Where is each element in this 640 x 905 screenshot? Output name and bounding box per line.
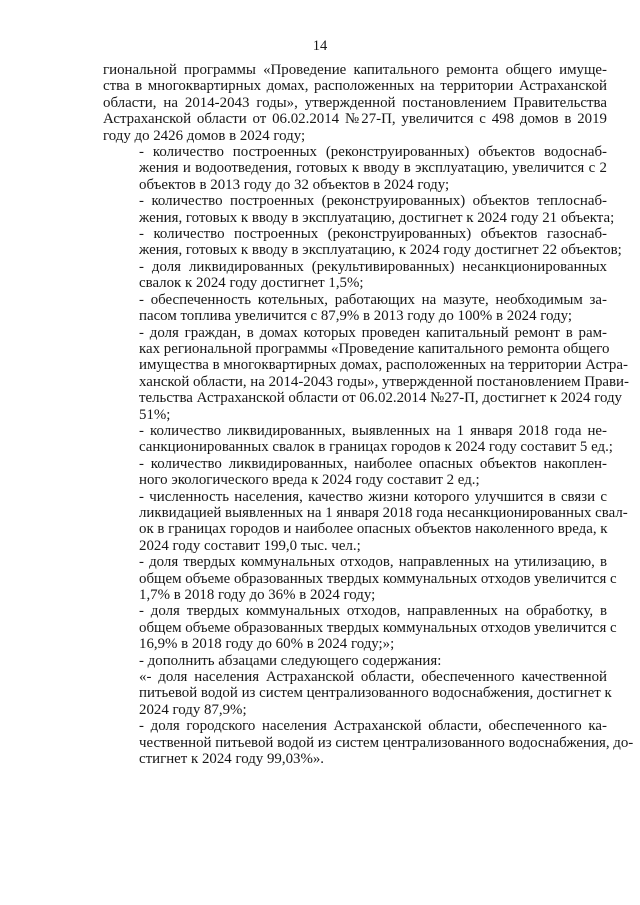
text-line: тельства Астраханской области от 06.02.2014 №27-П, достигнет к 2024 году <box>139 390 622 407</box>
paragraph <box>103 62 607 144</box>
document-body <box>103 62 634 768</box>
text-line: ках региональной программы «Проведение капитального ремонта общего <box>139 340 610 357</box>
text-line: 16,9% в 2018 году до 60% в 2024 году;»; <box>139 636 395 653</box>
text-line: 2024 году составит 199,0 тыс. чел.; <box>139 537 361 554</box>
text-line: чественной питьевой водой из систем централизованного водоснабжения, до- <box>139 734 634 751</box>
text-line: - доля граждан, в домах которых проведен капитальный ремонт в рам- <box>139 324 607 341</box>
text-line: - доля ликвидированных (рекультивированных) несанкционированных <box>139 258 607 275</box>
text-line: - количество ликвидированных, выявленных на 1 января 2018 года не- <box>139 422 607 439</box>
text-line: ного экологического вреда к 2024 году составит 2 ед.; <box>139 472 480 489</box>
paragraph <box>103 456 607 489</box>
paragraph <box>103 226 622 259</box>
text-line: свалок к 2024 году достигнет 1,5%; <box>139 275 364 292</box>
text-line: объектов в 2013 году до 32 объектов в 2024 году; <box>139 176 450 193</box>
text-line: - количество ликвидированных, наиболее опасных объектов накоплен- <box>139 455 607 472</box>
text-line: стигнет к 2024 году 99,03%». <box>139 751 325 768</box>
paragraph <box>103 144 607 193</box>
text-line: общем объеме образованных твердых коммунальных отходов увеличится с <box>139 619 617 636</box>
text-line: - дополнить абзацами следующего содержания: <box>139 652 442 669</box>
text-line: имущества в многоквартирных домах, расположенных на территории Астра- <box>139 357 628 374</box>
text-line: - доля твердых коммунальных отходов, направленных на утилизацию, в <box>139 554 607 571</box>
paragraph <box>103 603 617 653</box>
page-number: 14 <box>312 38 328 54</box>
paragraph <box>103 324 629 423</box>
text-line: ханской области, на 2014-2043 годы», утвержденной постановлением Прави- <box>139 373 629 390</box>
text-line: общем объеме образованных твердых коммунальных отходов увеличится с <box>139 570 617 587</box>
paragraph <box>103 259 607 292</box>
text-line: «- доля населения Астраханской области, обеспеченного качественной <box>139 669 607 686</box>
text-line: Астраханской области от 06.02.2014 №27-П, увеличится с 498 домов в 2019 <box>103 111 607 128</box>
text-line: пасом топлива увеличится с 87,9% в 2013 году до 100% в 2024 году; <box>139 308 572 325</box>
text-line: - обеспеченность котельных, работающих на мазуте, необходимым за- <box>139 291 607 308</box>
text-line: - количество построенных (реконструированных) объектов водоснаб- <box>139 144 607 161</box>
paragraph <box>103 653 607 669</box>
text-line: 51%; <box>139 406 171 423</box>
text-line: жения, готовых к вводу в эксплуатацию, достигнет к 2024 году 21 объекта; <box>139 209 615 226</box>
text-line: ок в границах городов и наиболее опасных объектов наколенного вреда, к <box>139 521 608 538</box>
text-line: ства в многоквартирных домах, расположенных на территории Астраханской <box>103 78 607 95</box>
text-line: области, на 2014-2043 годы», утвержденной постановлением Правительства <box>103 94 607 111</box>
paragraph <box>103 292 607 325</box>
paragraph <box>103 193 615 226</box>
text-line: питьевой водой из систем централизованного водоснабжения, достигнет к <box>139 685 612 702</box>
paragraph <box>103 422 613 456</box>
text-line: году до 2426 домов в 2024 году; <box>103 127 306 144</box>
text-line: - численность населения, качество жизни которого улучшится в связи с <box>139 488 607 505</box>
text-line: гиональной программы «Проведение капитального ремонта общего имуще- <box>103 62 607 78</box>
text-line: - доля городского населения Астраханской области, обеспеченного ка- <box>139 718 607 735</box>
text-line: - количество построенных (реконструированных) объектов газоснаб- <box>139 226 607 243</box>
paragraph <box>103 718 634 768</box>
paragraph <box>103 554 617 603</box>
text-line: санкционированных свалок в границах городов к 2024 году составит 5 ед.; <box>139 439 613 456</box>
text-line: ликвидацией выявленных на 1 января 2018 года несанкционированных свал- <box>139 504 628 521</box>
text-line: жения, готовых к вводу в эксплуатацию, к 2024 году достигнет 22 объектов; <box>139 242 622 259</box>
text-line: 1,7% в 2018 году до 36% в 2024 году; <box>139 587 376 603</box>
paragraph <box>103 488 628 555</box>
text-line: жения и водоотведения, готовых к вводу в эксплуатацию, увеличится с 2 <box>139 160 607 177</box>
text-line: - доля твердых коммунальных отходов, направленных на обработку, в <box>139 603 607 620</box>
text-line: - количество построенных (реконструированных) объектов теплоснаб- <box>139 193 607 210</box>
text-line: 2024 году 87,9%; <box>139 701 247 718</box>
paragraph <box>103 669 612 718</box>
